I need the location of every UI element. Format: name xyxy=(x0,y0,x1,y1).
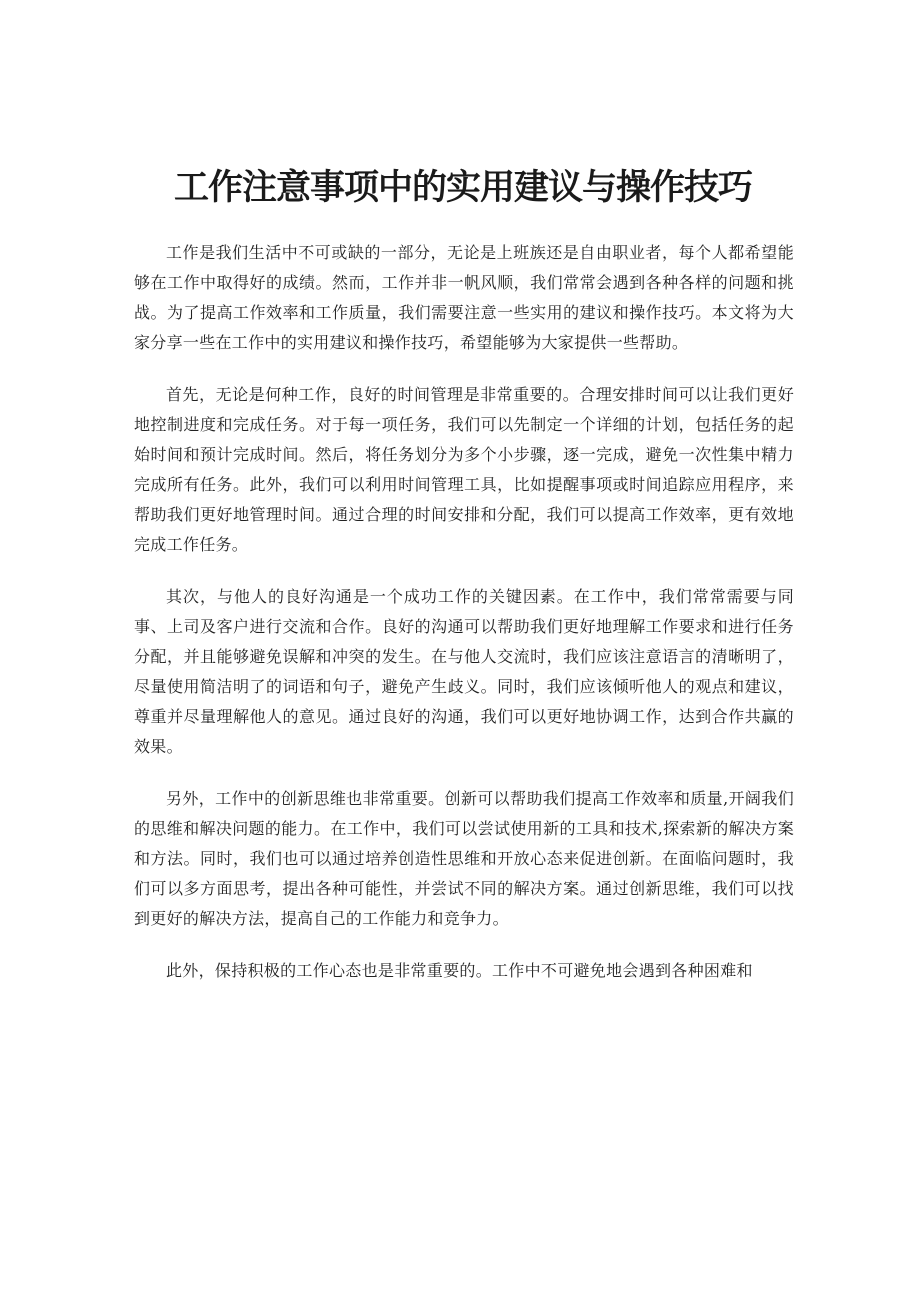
paragraph-attitude: 此外，保持积极的工作心态也是非常重要的。工作中不可避免地会遇到各种困难和 xyxy=(166,961,753,980)
paragraph-innovation: 另外，工作中的创新思维也非常重要。创新可以帮助我们提高工作效率和质量,开阔我们的思维和解决问题的能力。在工作中，我们可以尝试使用新的工具和技术,探索新的解决方案和方法。同时，我们也可以通过培养创造性思维和开放心态来促进创新。在面临问题时，我们可以多方面思考，提出各种可能性，并尝试不同的解决方案。通过创新思维，我们可以找到更好的解决方法，提高自己的工作能力和竞争力。 xyxy=(134,789,794,928)
document-title: 工作注意事项中的实用建议与操作技巧 xyxy=(173,168,752,208)
paragraph-communication: 其次，与他人的良好沟通是一个成功工作的关键因素。在工作中，我们常常需要与同事、上司及客户进行交流和合作。良好的沟通可以帮助我们更好地理解工作要求和进行任务分配，并且能够避免误解和冲突的发生。在与他人交流时，我们应该注意语言的清晰明了，尽量使用简洁明了的词语和句子，避免产生歧义。同时，我们应该倾听他人的观点和建议，尊重并尽量理解他人的意见。通过良好的沟通，我们可以更好地协调工作，达到合作共赢的效果。 xyxy=(134,587,794,756)
paragraph-intro: 工作是我们生活中不可或缺的一部分，无论是上班族还是自由职业者，每个人都希望能够在工作中取得好的成绩。然而，工作并非一帆风顺，我们常常会遇到各种各样的问题和挑战。为了提高工作效率和工作质量，我们需要注意一些实用的建议和操作技巧。本文将为大家分享一些在工作中的实用建议和操作技巧，希望能够为大家提供一些帮助。 xyxy=(134,243,794,352)
paragraph-time-management: 首先，无论是何种工作，良好的时间管理是非常重要的。合理安排时间可以让我们更好地控制进度和完成任务。对于每一项任务，我们可以先制定一个详细的计划，包括任务的起始时间和预计完成时间。然后，将任务划分为多个小步骤，逐一完成，避免一次性集中精力完成所有任务。此外，我们可以利用时间管理工具，比如提醒事项或时间追踪应用程序，来帮助我们更好地管理时间。通过合理的时间安排和分配，我们可以提高工作效率，更有效地完成工作任务。 xyxy=(134,385,794,554)
document-body xyxy=(134,238,794,1008)
